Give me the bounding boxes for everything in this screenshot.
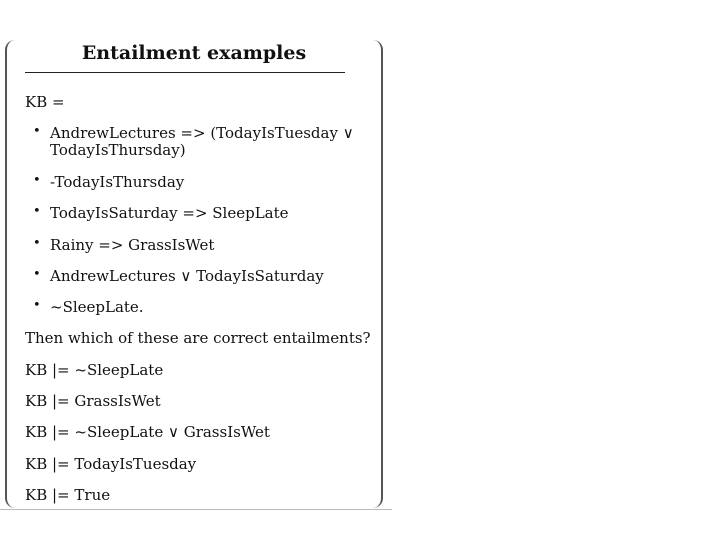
title-divider: [25, 72, 345, 73]
kb-item-3: TodayIsSaturday => SleepLate: [50, 204, 289, 222]
bullet-5: •: [33, 267, 41, 282]
entailment-4: KB |= TodayIsTuesday: [25, 455, 197, 473]
entailment-2: KB |= GrassIsWet: [25, 392, 161, 410]
kb-item-6: ~SleepLate.: [50, 298, 144, 316]
kb-item-1-cont: TodayIsThursday): [50, 141, 186, 159]
question: Then which of these are correct entailments?: [25, 329, 371, 347]
slide-title: Entailment examples: [81, 42, 307, 64]
bullet-2: •: [33, 173, 41, 188]
entailment-3: KB |= ~SleepLate ∨ GrassIsWet: [25, 423, 270, 441]
bullet-4: •: [33, 236, 41, 251]
kb-item-1: AndrewLectures => (TodayIsTuesday ∨: [50, 124, 354, 142]
entailment-1: KB |= ~SleepLate: [25, 361, 164, 379]
slide: [5, 40, 383, 508]
bottom-divider: [0, 509, 392, 510]
bullet-3: •: [33, 204, 41, 219]
kb-item-4: Rainy => GrassIsWet: [50, 236, 215, 254]
entailment-5: KB |= True: [25, 486, 111, 504]
bullet-1: •: [33, 124, 41, 139]
kb-item-5: AndrewLectures ∨ TodayIsSaturday: [50, 267, 324, 285]
bullet-6: •: [33, 298, 41, 313]
kb-label: KB =: [25, 93, 65, 111]
kb-item-2: -TodayIsThursday: [50, 173, 185, 191]
